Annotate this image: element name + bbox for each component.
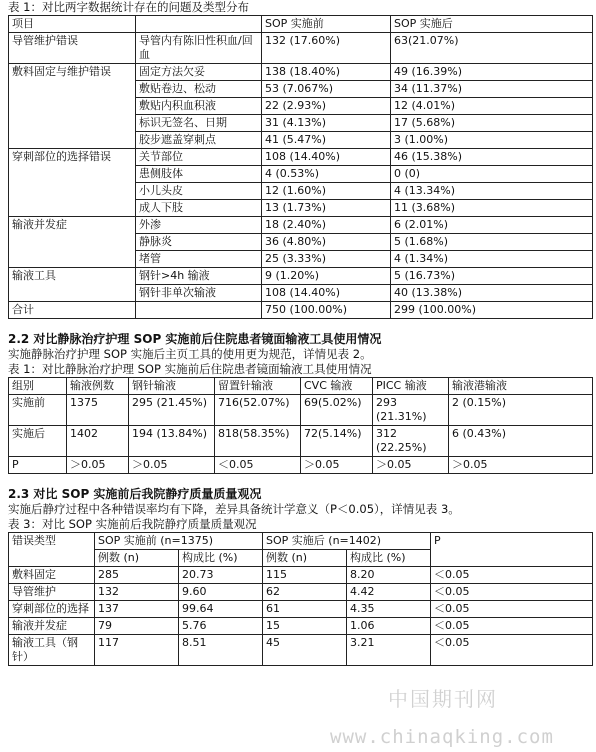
table2-cell: ＞0.05 (67, 457, 129, 474)
table2-cell: 293 (21.31%) (373, 395, 449, 426)
table2-cell: 295 (21.45%) (129, 395, 215, 426)
table1-before: 9 (1.20%) (262, 268, 391, 285)
table1-after: 3 (1.00%) (391, 132, 593, 149)
table3-cell: 输液工具（钢针） (9, 635, 95, 666)
table1-after: 46 (15.38%) (391, 149, 593, 166)
table1-before: 18 (2.40%) (262, 217, 391, 234)
table1-before: 750 (100.00%) (262, 302, 391, 319)
table3-cell: 45 (263, 635, 347, 666)
table3-cell: 1.06 (347, 618, 431, 635)
table1-item: 患侧肢体 (136, 166, 262, 183)
table3-header-row (9, 533, 593, 550)
table3-cell: 117 (95, 635, 179, 666)
table1-item: 敷贴内积血积液 (136, 98, 262, 115)
table3-cell: 敷料固定 (9, 567, 95, 584)
table2-header-cell: 输液例数 (67, 378, 129, 395)
table1-item: 小儿头皮 (136, 183, 262, 200)
table1-before: 41 (5.47%) (262, 132, 391, 149)
table1-category (9, 251, 136, 268)
table3-cell: 79 (95, 618, 179, 635)
table1-category: 穿刺部位的选择错误 (9, 149, 136, 166)
table1-item: 固定方法欠妥 (136, 64, 262, 81)
table3-cell: 4.42 (347, 584, 431, 601)
table3-cell: 61 (263, 601, 347, 618)
table3-cell: 20.73 (179, 567, 263, 584)
table1-item: 导管内有陈旧性积血/回血 (136, 33, 262, 64)
table1-after: 4 (13.34%) (391, 183, 593, 200)
table2-header-cell: 留置针输液 (215, 378, 301, 395)
table3 (8, 532, 593, 666)
section-heading: 2.3 对比 SOP 实施前后我院静疗质量质量观况 (8, 487, 262, 501)
table1-category (9, 115, 136, 132)
table1-header-row (9, 16, 593, 33)
table2-cell: 1375 (67, 395, 129, 426)
table2-cell: 2 (0.15%) (449, 395, 593, 426)
table1-after: 63(21.07%) (391, 33, 593, 64)
table1-after: 17 (5.68%) (391, 115, 593, 132)
table-row (9, 584, 593, 601)
table-row (9, 251, 593, 268)
table1-after: 49 (16.39%) (391, 64, 593, 81)
table3-header-cell: P (431, 533, 593, 567)
table3-header-cell: 错误类型 (9, 533, 95, 567)
table1-before: 25 (3.33%) (262, 251, 391, 268)
table1-before: 31 (4.13%) (262, 115, 391, 132)
table3-cell: ＜0.05 (431, 618, 593, 635)
table-row (9, 285, 593, 302)
section-heading: 2.2 对比静脉治疗护理 SOP 实施前后住院患者镜面输液工具使用情况 (8, 332, 382, 346)
table1-before: 22 (2.93%) (262, 98, 391, 115)
table3-cell: ＜0.05 (431, 584, 593, 601)
table2-header-cell: 钢针输液 (129, 378, 215, 395)
watermark-url-text: www.chinaqking.com (330, 726, 554, 748)
table3-cell: 99.64 (179, 601, 263, 618)
table1-after: 299 (100.00%) (391, 302, 593, 319)
table2-cell: 实施后 (9, 426, 67, 457)
table1-before: 132 (17.60%) (262, 33, 391, 64)
table1-before: 12 (1.60%) (262, 183, 391, 200)
table3-subheader-cell: 构成比 (%) (179, 550, 263, 567)
table3-cell: 9.60 (179, 584, 263, 601)
table-row (9, 166, 593, 183)
table-row (9, 217, 593, 234)
table1-category (9, 183, 136, 200)
table1-header-cell: SOP 实施前 (262, 16, 391, 33)
table1-header-cell: 项目 (9, 16, 136, 33)
table3-cell: 137 (95, 601, 179, 618)
table1-before: 13 (1.73%) (262, 200, 391, 217)
table-row (9, 149, 593, 166)
table-row (9, 200, 593, 217)
table3-cell: 3.21 (347, 635, 431, 666)
table3-cell: 115 (263, 567, 347, 584)
table2-cell: 6 (0.43%) (449, 426, 593, 457)
table3-cell: 导管维护 (9, 584, 95, 601)
table2-cell: ＞0.05 (129, 457, 215, 474)
table1-header-cell (136, 16, 262, 33)
table3-cell: 8.20 (347, 567, 431, 584)
watermark-logo-text: 中国期刊网 (388, 687, 498, 711)
table1-category: 敷料固定与维护错误 (9, 64, 136, 81)
table1-item: 钢针>4h 输液 (136, 268, 262, 285)
table2-cell: ＞0.05 (373, 457, 449, 474)
table2-cell: 1402 (67, 426, 129, 457)
section-paragraph: 实施后静疗过程中各种错误率均有下降，差异具备统计学意义（P＜0.05），详情见表 3。 (8, 502, 460, 516)
table1-category (9, 132, 136, 149)
table2-cell: ＜0.05 (215, 457, 301, 474)
table-row (9, 234, 593, 251)
table1-category: 合计 (9, 302, 136, 319)
table-row (9, 635, 593, 666)
table-row (9, 98, 593, 115)
table2-cell: 716(52.07%) (215, 395, 301, 426)
table1-after: 34 (11.37%) (391, 81, 593, 98)
table1-category: 输液工具 (9, 268, 136, 285)
table-row (9, 183, 593, 200)
table1-after: 5 (1.68%) (391, 234, 593, 251)
table1-after: 4 (1.34%) (391, 251, 593, 268)
table2-cell: 194 (13.84%) (129, 426, 215, 457)
table1-before: 53 (7.067%) (262, 81, 391, 98)
table2-cell: 818(58.35%) (215, 426, 301, 457)
table3-cell: 62 (263, 584, 347, 601)
table1-item: 胶步遮盖穿刺点 (136, 132, 262, 149)
table1-before: 138 (18.40%) (262, 64, 391, 81)
table1-item: 钢针非单次输液 (136, 285, 262, 302)
table3-cell: 15 (263, 618, 347, 635)
section-paragraph: 实施静脉治疗护理 SOP 实施后主页工具的使用更为规范，详情见表 2。 (8, 347, 372, 361)
table-row (9, 302, 593, 319)
table3-cell: 穿刺部位的选择 (9, 601, 95, 618)
table2-header-row (9, 378, 593, 395)
table1-category (9, 98, 136, 115)
document-page (8, 0, 592, 666)
table1-item: 静脉炎 (136, 234, 262, 251)
table2 (8, 377, 593, 474)
table1-before: 36 (4.80%) (262, 234, 391, 251)
table2-cell: 实施前 (9, 395, 67, 426)
table1-caption: 表 1：对比两字数据统计存在的问题及类型分布 (8, 0, 249, 14)
table1-category (9, 166, 136, 183)
table2-cell: 72(5.14%) (301, 426, 373, 457)
table1-item: 堵管 (136, 251, 262, 268)
table3-subheader-cell: 例数 (n) (263, 550, 347, 567)
table-row (9, 395, 593, 426)
table2-header-cell: 输液港输液 (449, 378, 593, 395)
table2-cell: ＞0.05 (449, 457, 593, 474)
table2-header-cell: 组别 (9, 378, 67, 395)
table1 (8, 15, 593, 319)
table-row (9, 64, 593, 81)
table3-caption: 表 3：对比 SOP 实施前后我院静疗质量质量观况 (8, 517, 257, 531)
table1-item (136, 302, 262, 319)
table-row (9, 567, 593, 584)
table1-before: 4 (0.53%) (262, 166, 391, 183)
table-row (9, 115, 593, 132)
table-row (9, 81, 593, 98)
table2-cell: P (9, 457, 67, 474)
table1-category (9, 200, 136, 217)
table1-after: 11 (3.68%) (391, 200, 593, 217)
table2-cell: ＞0.05 (301, 457, 373, 474)
table3-cell: 132 (95, 584, 179, 601)
table1-before: 108 (14.40%) (262, 149, 391, 166)
table-row (9, 268, 593, 285)
table1-item: 关节部位 (136, 149, 262, 166)
table1-item: 成人下肢 (136, 200, 262, 217)
table1-category (9, 285, 136, 302)
table1-after: 6 (2.01%) (391, 217, 593, 234)
table3-cell: 8.51 (179, 635, 263, 666)
table1-item: 外渗 (136, 217, 262, 234)
table1-category: 导管维护错误 (9, 33, 136, 64)
table3-subheader-cell: 例数 (n) (95, 550, 179, 567)
table3-group-header: SOP 实施前 (n=1375) (95, 533, 263, 550)
table3-cell: 285 (95, 567, 179, 584)
table-row (9, 33, 593, 64)
table1-after: 5 (16.73%) (391, 268, 593, 285)
table-row (9, 426, 593, 457)
table-row (9, 457, 593, 474)
table1-category: 输液并发症 (9, 217, 136, 234)
table3-cell: ＜0.05 (431, 567, 593, 584)
table-row (9, 601, 593, 618)
table3-cell: 输液并发症 (9, 618, 95, 635)
table2-header-cell: CVC 输液 (301, 378, 373, 395)
table1-after: 12 (4.01%) (391, 98, 593, 115)
table3-cell: 5.76 (179, 618, 263, 635)
table1-before: 108 (14.40%) (262, 285, 391, 302)
table3-group-header: SOP 实施后 (n=1402) (263, 533, 431, 550)
table1-item: 敷贴卷边、松动 (136, 81, 262, 98)
table-row (9, 618, 593, 635)
table3-cell: ＜0.05 (431, 601, 593, 618)
table2-cell: 69(5.02%) (301, 395, 373, 426)
table1-after: 40 (13.38%) (391, 285, 593, 302)
table1-category (9, 234, 136, 251)
table-row (9, 132, 593, 149)
table3-subheader-cell: 构成比 (%) (347, 550, 431, 567)
table3-cell: ＜0.05 (431, 635, 593, 666)
table1-header-cell: SOP 实施后 (391, 16, 593, 33)
table2-cell: 312 (22.25%) (373, 426, 449, 457)
table2-caption: 表 1：对比静脉治疗护理 SOP 实施前后住院患者镜面输液工具使用情况 (8, 362, 372, 376)
table1-item: 标识无签名、日期 (136, 115, 262, 132)
table1-category (9, 81, 136, 98)
table3-cell: 4.35 (347, 601, 431, 618)
table1-after: 0 (0) (391, 166, 593, 183)
table2-header-cell: PICC 输液 (373, 378, 449, 395)
